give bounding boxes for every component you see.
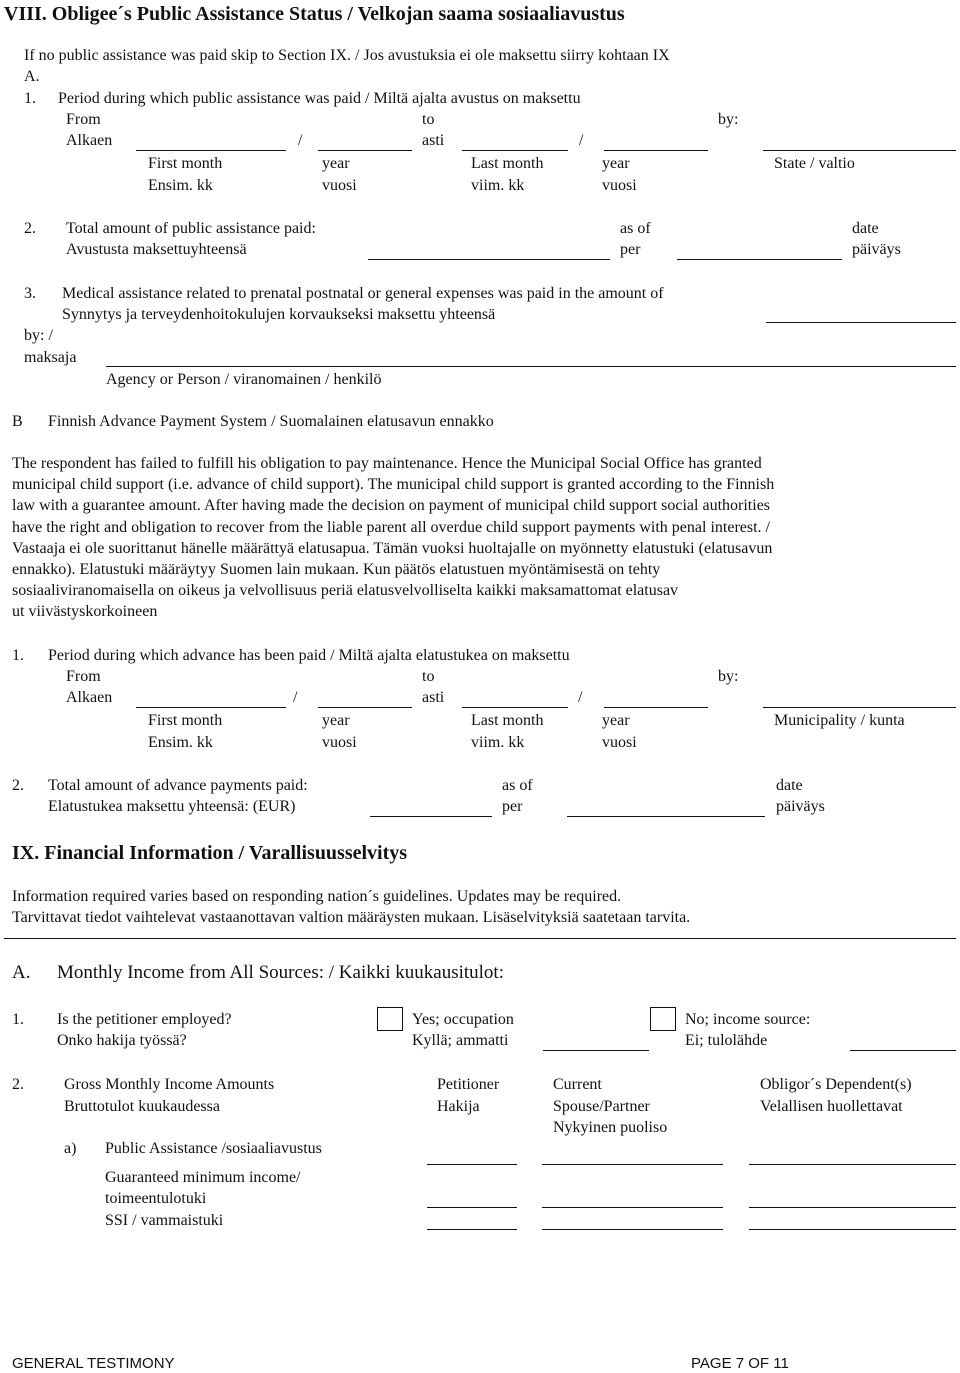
section-a-letter: A.: [12, 962, 31, 983]
dependents-assistance-field[interactable]: [749, 1164, 956, 1165]
first-month-label: First month: [148, 155, 223, 172]
paragraph-line: ut viivästyskorkoineen: [12, 603, 158, 621]
viim-kk-label: viim. kk: [471, 177, 525, 194]
year-label: year: [602, 712, 630, 729]
info-text-fi: Tarvittavat tiedot vaihtelevat vastaanottavan valtion määräysten mukaan. Lisäselvityksiä saatetaan tarvita.: [12, 909, 691, 926]
footer-page-number: PAGE 7 OF 11: [691, 1355, 789, 1372]
from-year-field[interactable]: [318, 150, 412, 151]
paragraph-line: The respondent has failed to fulfill his obligation to pay maintenance. Hence the Municipal Social Office has granted: [12, 455, 762, 472]
col-petitioner: Petitioner: [437, 1076, 500, 1093]
to-year-field[interactable]: [604, 150, 708, 151]
slash: /: [578, 689, 583, 706]
by-slash-label: by: /: [24, 327, 53, 344]
occupation-field[interactable]: [543, 1050, 649, 1051]
payer-field[interactable]: [106, 366, 956, 367]
last-month-label: Last month: [471, 712, 544, 729]
section-9-title: IX. Financial Information / Varallisuusselvitys: [12, 842, 408, 864]
advance-date-field[interactable]: [567, 816, 765, 817]
asti-label: asti: [422, 132, 445, 149]
slash: /: [293, 689, 298, 706]
slash: /: [579, 132, 584, 149]
ensim-kk-label: Ensim. kk: [148, 734, 213, 751]
municipality-label: Municipality / kunta: [774, 712, 905, 729]
paivays-label: päiväys: [852, 241, 901, 258]
assistance-amount-field[interactable]: [368, 259, 610, 260]
section-a-title: Monthly Income from All Sources: / Kaikki kuukausitulot:: [57, 962, 504, 983]
first-month-label: First month: [148, 712, 223, 729]
per-label: per: [502, 798, 523, 815]
paragraph-line: municipal child support (i.e. advance of child support). The municipal child support is granted according to the Finnish: [12, 476, 775, 494]
info-text: Information required varies based on responding nation´s guidelines. Updates may be required.: [12, 888, 622, 905]
vuosi-label: vuosi: [602, 734, 637, 751]
q3-label: Medical assistance related to prenatal postnatal or general expenses was paid in the amount of: [62, 285, 664, 302]
ensim-kk-label: Ensim. kk: [148, 177, 213, 194]
spouse-guaranteed-field[interactable]: [542, 1207, 723, 1208]
col-dependents-fi: Velallisen huollettavat: [760, 1098, 903, 1115]
alkaen-label: Alkaen: [66, 132, 113, 149]
from-month-field[interactable]: [136, 150, 286, 151]
q2-number: 2.: [24, 220, 36, 237]
ssi-label: SSI / vammaistuki: [105, 1212, 224, 1229]
item-a-label: a): [64, 1140, 77, 1157]
date-label: date: [776, 777, 803, 794]
year-label: year: [602, 155, 630, 172]
state-field[interactable]: [763, 150, 956, 151]
last-month-label: Last month: [471, 155, 544, 172]
from-label: From: [66, 668, 101, 685]
date-label: date: [852, 220, 879, 237]
slash: /: [298, 132, 303, 149]
spouse-ssi-field[interactable]: [542, 1229, 723, 1230]
paragraph-line: ennakko). Elatustuki määräytyy Suomen lain mukaan. Kun päätös elatustuen myöntämisestä on tehty: [12, 561, 661, 578]
to-label: to: [422, 111, 435, 128]
per-label: per: [620, 241, 641, 258]
by-label: by:: [718, 111, 739, 128]
q3-number: 3.: [24, 285, 36, 302]
b1-label: Period during which advance has been paid / Miltä ajalta elatustukea on maksettu: [48, 647, 570, 664]
col-spouse: Current: [553, 1076, 602, 1093]
vuosi-label: vuosi: [322, 177, 357, 194]
year-label: year: [322, 712, 350, 729]
state-label: State / valtio: [774, 155, 855, 172]
col-spouse-2: Spouse/Partner: [553, 1098, 650, 1115]
paragraph-line: law with a guarantee amount. After having made the decision on payment of municipal child support social authorities: [12, 497, 771, 515]
employed-question-fi: Onko hakija työssä?: [57, 1032, 187, 1049]
q3-label-fi: Synnytys ja terveydenhoitokulujen korvaukseksi maksettu yhteensä: [62, 306, 496, 323]
employed-question: Is the petitioner employed?: [57, 1011, 232, 1028]
to-month-field[interactable]: [462, 150, 568, 151]
vuosi-label: vuosi: [322, 734, 357, 751]
medical-amount-field[interactable]: [766, 322, 956, 323]
by-label: by:: [718, 668, 739, 685]
b-to-year-field[interactable]: [604, 707, 708, 708]
footer-left: GENERAL TESTIMONY: [12, 1355, 175, 1372]
year-label: year: [322, 155, 350, 172]
skip-note-cont: A.: [24, 68, 40, 85]
guaranteed-income-label-fi: toimeentulotuki: [105, 1190, 207, 1207]
col-petitioner-fi: Hakija: [437, 1098, 480, 1115]
alkaen-label: Alkaen: [66, 689, 113, 706]
guaranteed-income-label: Guaranteed minimum income/: [105, 1169, 301, 1186]
b2-number: 2.: [12, 777, 24, 794]
as-of-label: as of: [502, 777, 533, 794]
no-label: No; income source:: [685, 1011, 811, 1028]
dependents-guaranteed-field[interactable]: [749, 1207, 956, 1208]
agency-label: Agency or Person / viranomainen / henkilö: [106, 371, 382, 388]
section-b-letter: B: [12, 413, 23, 430]
maksaja-label: maksaja: [24, 349, 77, 366]
yes-label: Yes; occupation: [412, 1011, 514, 1028]
vuosi-label: vuosi: [602, 177, 637, 194]
section-b-title: Finnish Advance Payment System / Suomalainen elatusavun ennakko: [48, 413, 494, 430]
b-from-year-field[interactable]: [318, 707, 412, 708]
q1-label: Period during which public assistance was paid / Miltä ajalta avustus on maksettu: [58, 90, 581, 107]
q1-number: 1.: [12, 1011, 24, 1028]
advance-amount-field[interactable]: [370, 816, 492, 817]
paragraph-line: Vastaaja ei ole suorittanut hänelle määrättyä elatusapua. Tämän vuoksi huoltajalle on myönnetty elatustuki (elatusavun: [12, 539, 773, 557]
dependents-ssi-field[interactable]: [749, 1229, 956, 1230]
q1-number: 1.: [24, 90, 36, 107]
yes-checkbox[interactable]: [377, 1007, 403, 1031]
petitioner-guaranteed-field[interactable]: [427, 1207, 517, 1208]
no-checkbox[interactable]: [650, 1007, 676, 1031]
col-dependents: Obligor´s Dependent(s): [760, 1076, 912, 1093]
petitioner-ssi-field[interactable]: [427, 1229, 517, 1230]
b2-label-fi: Elatustukea maksettu yhteensä: (EUR): [48, 798, 296, 815]
yes-label-fi: Kyllä; ammatti: [412, 1032, 509, 1049]
from-label: From: [66, 111, 101, 128]
public-assistance-label: Public Assistance /sosiaaliavustus: [105, 1140, 322, 1157]
q2-number: 2.: [12, 1076, 24, 1093]
q2-label-fi: Avustusta maksettuyhteensä: [66, 241, 247, 258]
asti-label: asti: [422, 689, 445, 706]
paragraph-line: sosiaaliviranomaisella on oikeus ja velvollisuus periä elatusvelvolliselta kaikki maksamattomat elatusav: [12, 582, 679, 600]
petitioner-assistance-field[interactable]: [427, 1164, 517, 1165]
viim-kk-label: viim. kk: [471, 734, 525, 751]
municipality-field[interactable]: [763, 707, 956, 708]
paragraph-line: have the right and obligation to recover from the liable parent all overdue child support payments with penal interest. /: [12, 518, 770, 536]
section-8-title: VIII. Obligee´s Public Assistance Status / Velkojan saama sosiaaliavustus: [4, 3, 625, 25]
as-of-label: as of: [620, 220, 651, 237]
paivays-label: päiväys: [776, 798, 825, 815]
b-to-month-field[interactable]: [462, 707, 568, 708]
skip-note: If no public assistance was paid skip to Section IX. / Jos avustuksia ei ole maksettu siirry kohtaan IX: [24, 47, 670, 64]
divider: [4, 938, 956, 939]
b2-label: Total amount of advance payments paid:: [48, 777, 308, 794]
gross-income-label-fi: Bruttotulot kuukaudessa: [64, 1098, 220, 1115]
q2-label: Total amount of public assistance paid:: [66, 220, 316, 237]
spouse-assistance-field[interactable]: [542, 1164, 723, 1165]
assistance-date-field[interactable]: [677, 259, 842, 260]
to-label: to: [422, 668, 435, 685]
gross-income-label: Gross Monthly Income Amounts: [64, 1076, 275, 1093]
b1-number: 1.: [12, 647, 24, 664]
income-source-field[interactable]: [850, 1050, 956, 1051]
col-spouse-fi: Nykyinen puoliso: [553, 1119, 668, 1136]
no-label-fi: Ei; tulolähde: [685, 1032, 768, 1049]
b-from-month-field[interactable]: [136, 707, 286, 708]
